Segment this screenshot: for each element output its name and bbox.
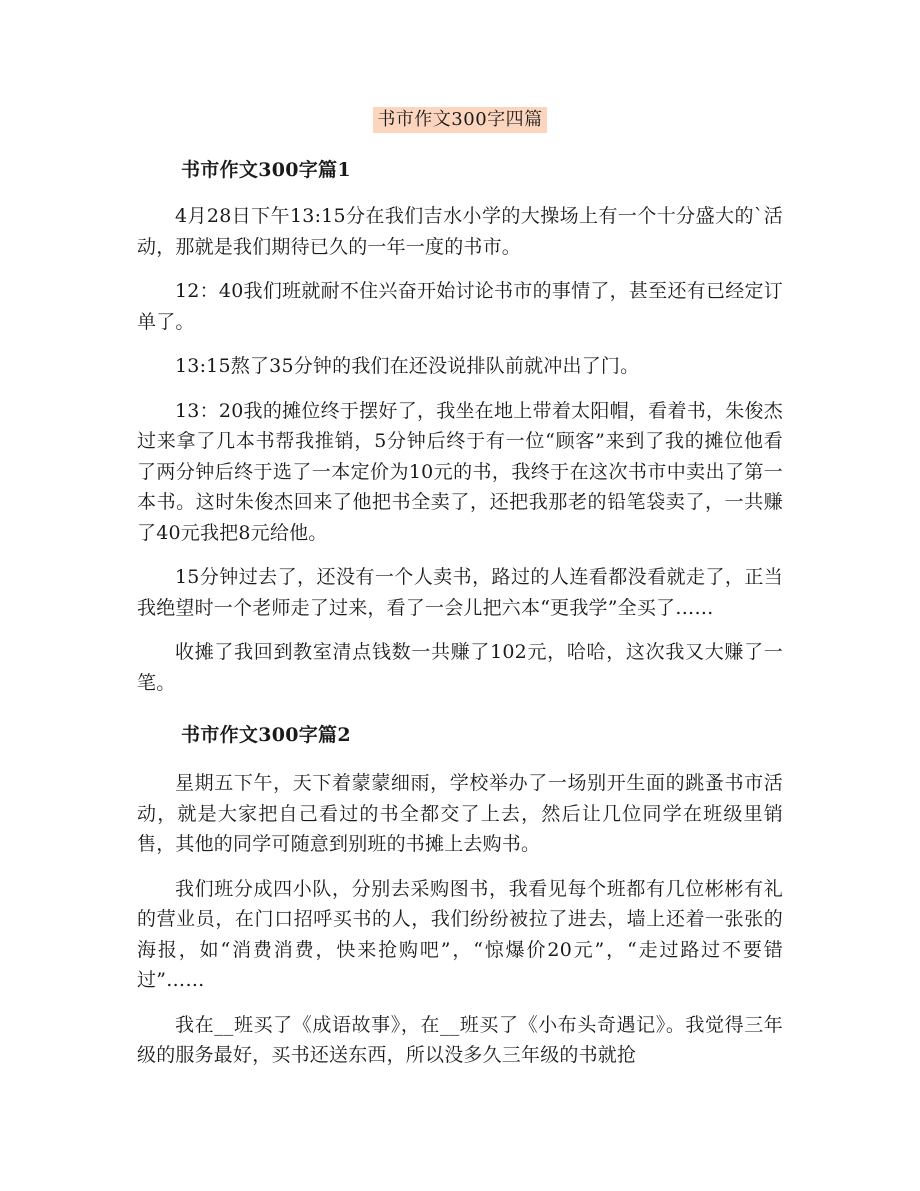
- paragraph: 13:15熬了35分钟的我们在还没说排队前就冲出了门。: [175, 355, 640, 377]
- paragraph: 13：20我的摊位终于摆好了，我坐在地上带着太阳帽，看着书，朱俊杰过来拿了几本书帮我推销，5分钟后终于有一位“顾客”来到了我的摊位他看了两分钟后终于选了一本定价为10元的书，我终于在这次书市中卖出了第一本书。这时朱俊杰回来了他把书全卖了，还把我那老的铅笔袋卖了，一共赚了40元我把8元给他。: [137, 399, 783, 544]
- document-title: 书市作文300字四篇: [373, 107, 546, 133]
- section-heading-1: 书市作文300字篇1: [181, 159, 351, 181]
- section-heading-2: 书市作文300字篇2: [181, 724, 351, 746]
- paragraph: 4月28日下午13:15分在我们吉水小学的大操场上有一个十分盛大的`活动，那就是我们期待已久的一年一度的书市。: [137, 205, 783, 258]
- paragraph: 我在__班买了《成语故事》，在__班买了《小布头奇遇记》。我觉得三年级的服务最好，买书还送东西，所以没多久三年级的书就抢: [137, 1013, 783, 1066]
- document-title-container: [0, 107, 920, 133]
- paragraph: 我们班分成四小队，分别去采购图书，我看见每个班都有几位彬彬有礼的营业员，在门口招呼买书的人，我们纷纷被拉了进去，墙上还着一张张的海报，如“消费消费，快来抢购吧”，“惊爆价20元”，“走过路过不要错过”……: [137, 877, 783, 991]
- paragraph: 12：40我们班就耐不住兴奋开始讨论书市的事情了，甚至还有已经定订单了。: [137, 280, 783, 333]
- paragraph: 15分钟过去了，还没有一个人卖书，路过的人连看都没看就走了，正当我绝望时一个老师走了过来，看了一会儿把六本“更我学”全买了……: [137, 566, 783, 619]
- document-body: [137, 155, 783, 1085]
- paragraph: 星期五下午，天下着蒙蒙细雨，学校举办了一场别开生面的跳蚤书市活动，就是大家把自己看过的书全都交了上去，然后让几位同学在班级里销售，其他的同学可随意到别班的书摊上去购书。: [137, 772, 783, 855]
- paragraph: 收摊了我回到教室清点钱数一共赚了102元，哈哈，这次我又大赚了一笔。: [137, 641, 783, 694]
